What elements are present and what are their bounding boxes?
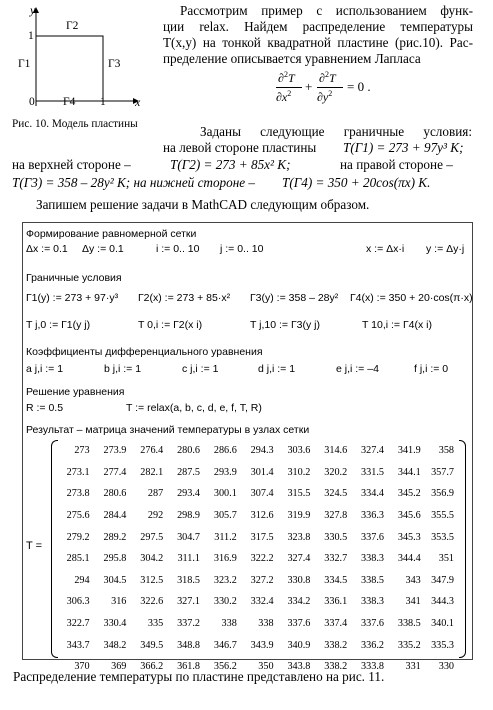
section-result-heading: Результат – матрица значений температуры в узлах сетки (26, 424, 310, 436)
matrix-row (57, 505, 457, 527)
result-matrix (57, 440, 457, 678)
matrix-row (57, 440, 457, 462)
matrix-cell: 338.3 (361, 596, 384, 608)
dy-def: Δy := 0.1 (82, 243, 124, 255)
frac2-den: $\partial y^2$ (317, 89, 333, 104)
matrix-cell: 331 (405, 661, 421, 673)
matrix-cell: 322.6 (140, 596, 164, 608)
matrix-cell: 348.2 (103, 639, 127, 651)
matrix-row (57, 613, 457, 635)
matrix-cell: 345.2 (397, 488, 421, 500)
fig-gamma1: Γ1 (18, 58, 31, 70)
matrix-cell: 322.7 (66, 618, 90, 630)
matrix-cell: 306.3 (66, 596, 90, 608)
matrix-cell: 337.2 (177, 618, 200, 630)
matrix-cell: 295.8 (103, 553, 127, 565)
matrix-cell: 316.9 (213, 553, 237, 565)
matrix-cell: 332.4 (250, 596, 274, 608)
matrix-cell: 338.2 (324, 661, 348, 673)
matrix-row (57, 591, 457, 613)
matrix-cell: 335.3 (431, 639, 454, 651)
matrix-cell: 344.3 (431, 596, 454, 608)
j-range-def: j := 0.. 10 (220, 243, 264, 255)
matrix-row (57, 483, 457, 505)
bc-line-5: Запишем решение задачи в MathCAD следующим образом. (36, 197, 370, 212)
matrix-cell: 337.6 (361, 618, 384, 630)
matrix-cell: 327.4 (361, 445, 384, 457)
frac1-den: $\partial x^2$ (276, 89, 292, 104)
xi-def: x := Δx·i (366, 243, 405, 255)
frac1-bar (276, 87, 302, 88)
matrix-cell: 357.7 (431, 466, 454, 478)
intro-line-4: пределение описывается уравнением Лапласа (163, 51, 421, 66)
coef-b: b j,i := 1 (104, 363, 142, 375)
section-grid-heading: Формирование равномерной сетки (26, 228, 197, 240)
matrix-cell: 355.5 (431, 510, 454, 522)
matrix-cell: 336.1 (324, 596, 348, 608)
coef-f: f j,i := 0 (414, 363, 449, 375)
matrix-cell: 289.2 (103, 531, 127, 543)
matrix-cell: 327.4 (287, 553, 311, 565)
matrix-cell: 287.5 (177, 466, 200, 478)
matrix-cell: 338 (258, 618, 274, 630)
bc-line-3c: на правой стороне – (340, 157, 453, 172)
figure-caption: Рис. 10. Модель пластины (12, 118, 138, 130)
result-matrix-table (57, 440, 457, 678)
matrix-cell: 280.6 (103, 488, 127, 500)
matrix-cell: 336.2 (361, 639, 384, 651)
matrix-cell: 273.8 (66, 488, 90, 500)
matrix-cell: 314.6 (324, 445, 348, 457)
bc-line-4a: T(Γ3) = 358 – 28y² K; на нижней стороне – (12, 175, 256, 190)
matrix-cell: 298.9 (177, 510, 200, 522)
frac1-num: ∂$^2$T (278, 70, 295, 85)
matrix-cell: 343.8 (287, 661, 311, 673)
intro-line-1: Рассмотрим пример с использованием функ- (180, 3, 473, 18)
matrix-cell: 337.6 (361, 531, 384, 543)
t-left-def: T j,0 := Г1(y j) (26, 319, 91, 331)
fig-gamma3: Γ3 (108, 58, 121, 70)
matrix-cell: 323.8 (287, 531, 311, 543)
fig-tick-y1: 1 (28, 30, 34, 42)
bc-line-2a: на левой стороне пластины (163, 140, 317, 155)
matrix-cell: 284.4 (103, 510, 127, 522)
matrix-cell: 330.5 (324, 531, 348, 543)
matrix-cell: 293.9 (213, 466, 237, 478)
plus-sign: + (305, 79, 313, 94)
matrix-cell: 317.5 (250, 531, 274, 543)
matrix-cell: 341 (405, 596, 421, 608)
matrix-row (57, 526, 457, 548)
fig-gamma4: Γ4 (63, 96, 76, 108)
matrix-cell: 340.9 (287, 639, 311, 651)
matrix-cell: 282.1 (140, 466, 164, 478)
bc-line-2b: T(Γ1) = 273 + 97y³ K; (343, 140, 464, 155)
intro-line-2: ции relax. Найдем распределение температуры (163, 19, 473, 34)
matrix-cell: 369 (111, 661, 127, 673)
matrix-cell: 315.5 (287, 488, 311, 500)
matrix-cell: 316 (111, 596, 127, 608)
matrix-cell: 300.1 (213, 488, 237, 500)
matrix-cell: 323.2 (213, 574, 237, 586)
laplace-rhs: = 0 . (347, 79, 371, 94)
bc-line-3a: на верхней стороне – (12, 157, 131, 172)
matrix-cell: 345.3 (397, 531, 421, 543)
matrix-cell: 330.4 (103, 618, 127, 630)
t-right-def: T j,10 := Г3(y j) (250, 319, 320, 331)
matrix-cell: 273.9 (103, 445, 127, 457)
matrix-cell: 292 (147, 510, 164, 522)
coef-c: c j,i := 1 (182, 363, 219, 375)
matrix-label: T = (26, 540, 43, 552)
frac2-bar (317, 87, 343, 88)
i-range-def: i := 0.. 10 (156, 243, 200, 255)
matrix-cell: 351 (438, 553, 454, 565)
matrix-cell: 285.1 (66, 553, 90, 565)
coef-d: d j,i := 1 (258, 363, 296, 375)
dx-def: Δx := 0.1 (26, 243, 68, 255)
matrix-cell: 337.6 (287, 618, 311, 630)
matrix-cell: 334.2 (287, 596, 311, 608)
matrix-cell: 304.5 (103, 574, 127, 586)
matrix-cell: 301.4 (250, 466, 274, 478)
matrix-row (57, 570, 457, 592)
matrix-cell: 273 (74, 445, 90, 457)
matrix-cell: 336.3 (361, 510, 384, 522)
matrix-row (57, 462, 457, 484)
matrix-cell: 350 (258, 661, 274, 673)
matrix-cell: 303.6 (287, 445, 311, 457)
matrix-cell: 276.4 (140, 445, 164, 457)
matrix-cell: 366.2 (140, 661, 164, 673)
matrix-cell: 275.6 (66, 510, 90, 522)
matrix-cell: 304.7 (177, 531, 200, 543)
matrix-cell: 286.6 (213, 445, 237, 457)
matrix-cell: 341.9 (397, 445, 421, 457)
matrix-cell: 330.8 (287, 574, 311, 586)
t-top-def: T 0,i := Г2(x i) (138, 319, 203, 331)
matrix-row (57, 548, 457, 570)
intro-line-3: T(x,y) на тонкой квадратной пластине (рис.10). Рас- (163, 35, 473, 50)
matrix-cell: 334.4 (361, 488, 384, 500)
matrix-cell: 312.5 (140, 574, 164, 586)
matrix-cell: 338.5 (361, 574, 384, 586)
matrix-cell: 304.2 (140, 553, 164, 565)
matrix-cell: 318.5 (177, 574, 200, 586)
section-solve-heading: Решение уравнения (26, 386, 125, 398)
matrix-cell: 310.2 (287, 466, 311, 478)
matrix-cell: 344.1 (397, 466, 421, 478)
g2-def: Г2(x) := 273 + 85·x² (138, 292, 231, 304)
matrix-cell: 311.1 (177, 553, 200, 565)
matrix-cell: 311.2 (214, 531, 237, 543)
fig-axis-x: x (135, 95, 141, 109)
matrix-cell: 293.4 (177, 488, 200, 500)
fig-axis-y: y (30, 3, 36, 17)
matrix-bracket-right (459, 440, 466, 658)
matrix-cell: 343.7 (66, 639, 90, 651)
bc-line-1: Заданы следующие граничные условия: (200, 124, 472, 139)
g3-def: Г3(y) := 358 – 28y² (250, 292, 339, 304)
coef-a: a j,i := 1 (26, 363, 64, 375)
bc-line-3b: T(Γ2) = 273 + 85x² K; (170, 157, 291, 172)
matrix-cell: 297.5 (140, 531, 164, 543)
laplace-equation (274, 69, 384, 107)
matrix-cell: 338.3 (361, 553, 384, 565)
matrix-cell: 279.2 (66, 531, 90, 543)
matrix-cell: 294.3 (250, 445, 274, 457)
matrix-cell: 343 (405, 574, 421, 586)
relax-call: T := relax(a, b, c, d, e, f, T, R) (126, 402, 262, 414)
matrix-cell: 322.2 (250, 553, 274, 565)
matrix-cell: 324.5 (324, 488, 348, 500)
matrix-cell: 307.4 (250, 488, 274, 500)
matrix-cell: 338.5 (397, 618, 421, 630)
matrix-cell: 277.4 (103, 466, 127, 478)
matrix-cell: 344.4 (397, 553, 421, 565)
matrix-cell: 327.2 (250, 574, 274, 586)
matrix-cell: 312.6 (250, 510, 274, 522)
coef-e: e j,i := –4 (336, 363, 379, 375)
matrix-cell: 343.9 (250, 639, 274, 651)
matrix-cell: 348.8 (177, 639, 200, 651)
bc-line-4b: T(Γ4) = 350 + 20cos(πx) K. (282, 175, 431, 190)
matrix-cell: 361.8 (177, 661, 200, 673)
matrix-cell: 333.8 (361, 661, 384, 673)
matrix-cell: 345.6 (397, 510, 421, 522)
section-coef-heading: Коэффициенты дифференциального уравнения (26, 346, 263, 358)
footer-text: Распределение температуры по пластине представлено на рис. 11. (13, 669, 385, 684)
plate-square (36, 36, 103, 101)
matrix-cell: 319.9 (287, 510, 311, 522)
matrix-cell: 320.2 (324, 466, 348, 478)
matrix-cell: 330 (438, 661, 454, 673)
yj-def: y := Δy·j (426, 243, 465, 255)
matrix-cell: 337.4 (324, 618, 348, 630)
matrix-cell: 338.2 (324, 639, 348, 651)
matrix-cell: 356.9 (431, 488, 454, 500)
g4-def: Г4(x) := 350 + 20·cos(π·x) (350, 292, 473, 304)
g1-def: Г1(y) := 273 + 97·y³ (26, 292, 119, 304)
matrix-cell: 347.9 (431, 574, 454, 586)
matrix-cell: 353.5 (431, 531, 454, 543)
r-def: R := 0.5 (26, 402, 64, 414)
matrix-cell: 346.7 (213, 639, 237, 651)
matrix-cell: 335 (147, 618, 164, 630)
matrix-cell: 280.6 (177, 445, 200, 457)
fig-tick-x0: 0 (29, 96, 35, 108)
matrix-cell: 356.2 (213, 661, 237, 673)
matrix-cell: 327.8 (324, 510, 348, 522)
matrix-cell: 335.2 (397, 639, 421, 651)
matrix-cell: 358 (438, 445, 454, 457)
matrix-cell: 273.1 (66, 466, 90, 478)
matrix-cell: 330.2 (213, 596, 237, 608)
matrix-cell: 287 (147, 488, 164, 500)
fig-tick-x1: 1 (100, 96, 106, 108)
frac2-num: ∂$^2$T (319, 70, 336, 85)
section-boundary-heading: Граничные условия (26, 272, 122, 284)
fig-gamma2: Γ2 (66, 20, 79, 32)
t-bottom-def: T 10,i := Г4(x i) (362, 319, 432, 331)
matrix-cell: 370 (74, 661, 90, 673)
matrix-cell: 338 (221, 618, 237, 630)
matrix-row (57, 634, 457, 656)
matrix-cell: 334.5 (324, 574, 348, 586)
matrix-cell: 332.7 (324, 553, 348, 565)
matrix-cell: 305.7 (213, 510, 237, 522)
matrix-cell: 294 (74, 574, 90, 586)
matrix-cell: 327.1 (177, 596, 200, 608)
matrix-cell: 331.5 (361, 466, 384, 478)
matrix-cell: 349.5 (140, 639, 164, 651)
matrix-cell: 340.1 (431, 618, 454, 630)
